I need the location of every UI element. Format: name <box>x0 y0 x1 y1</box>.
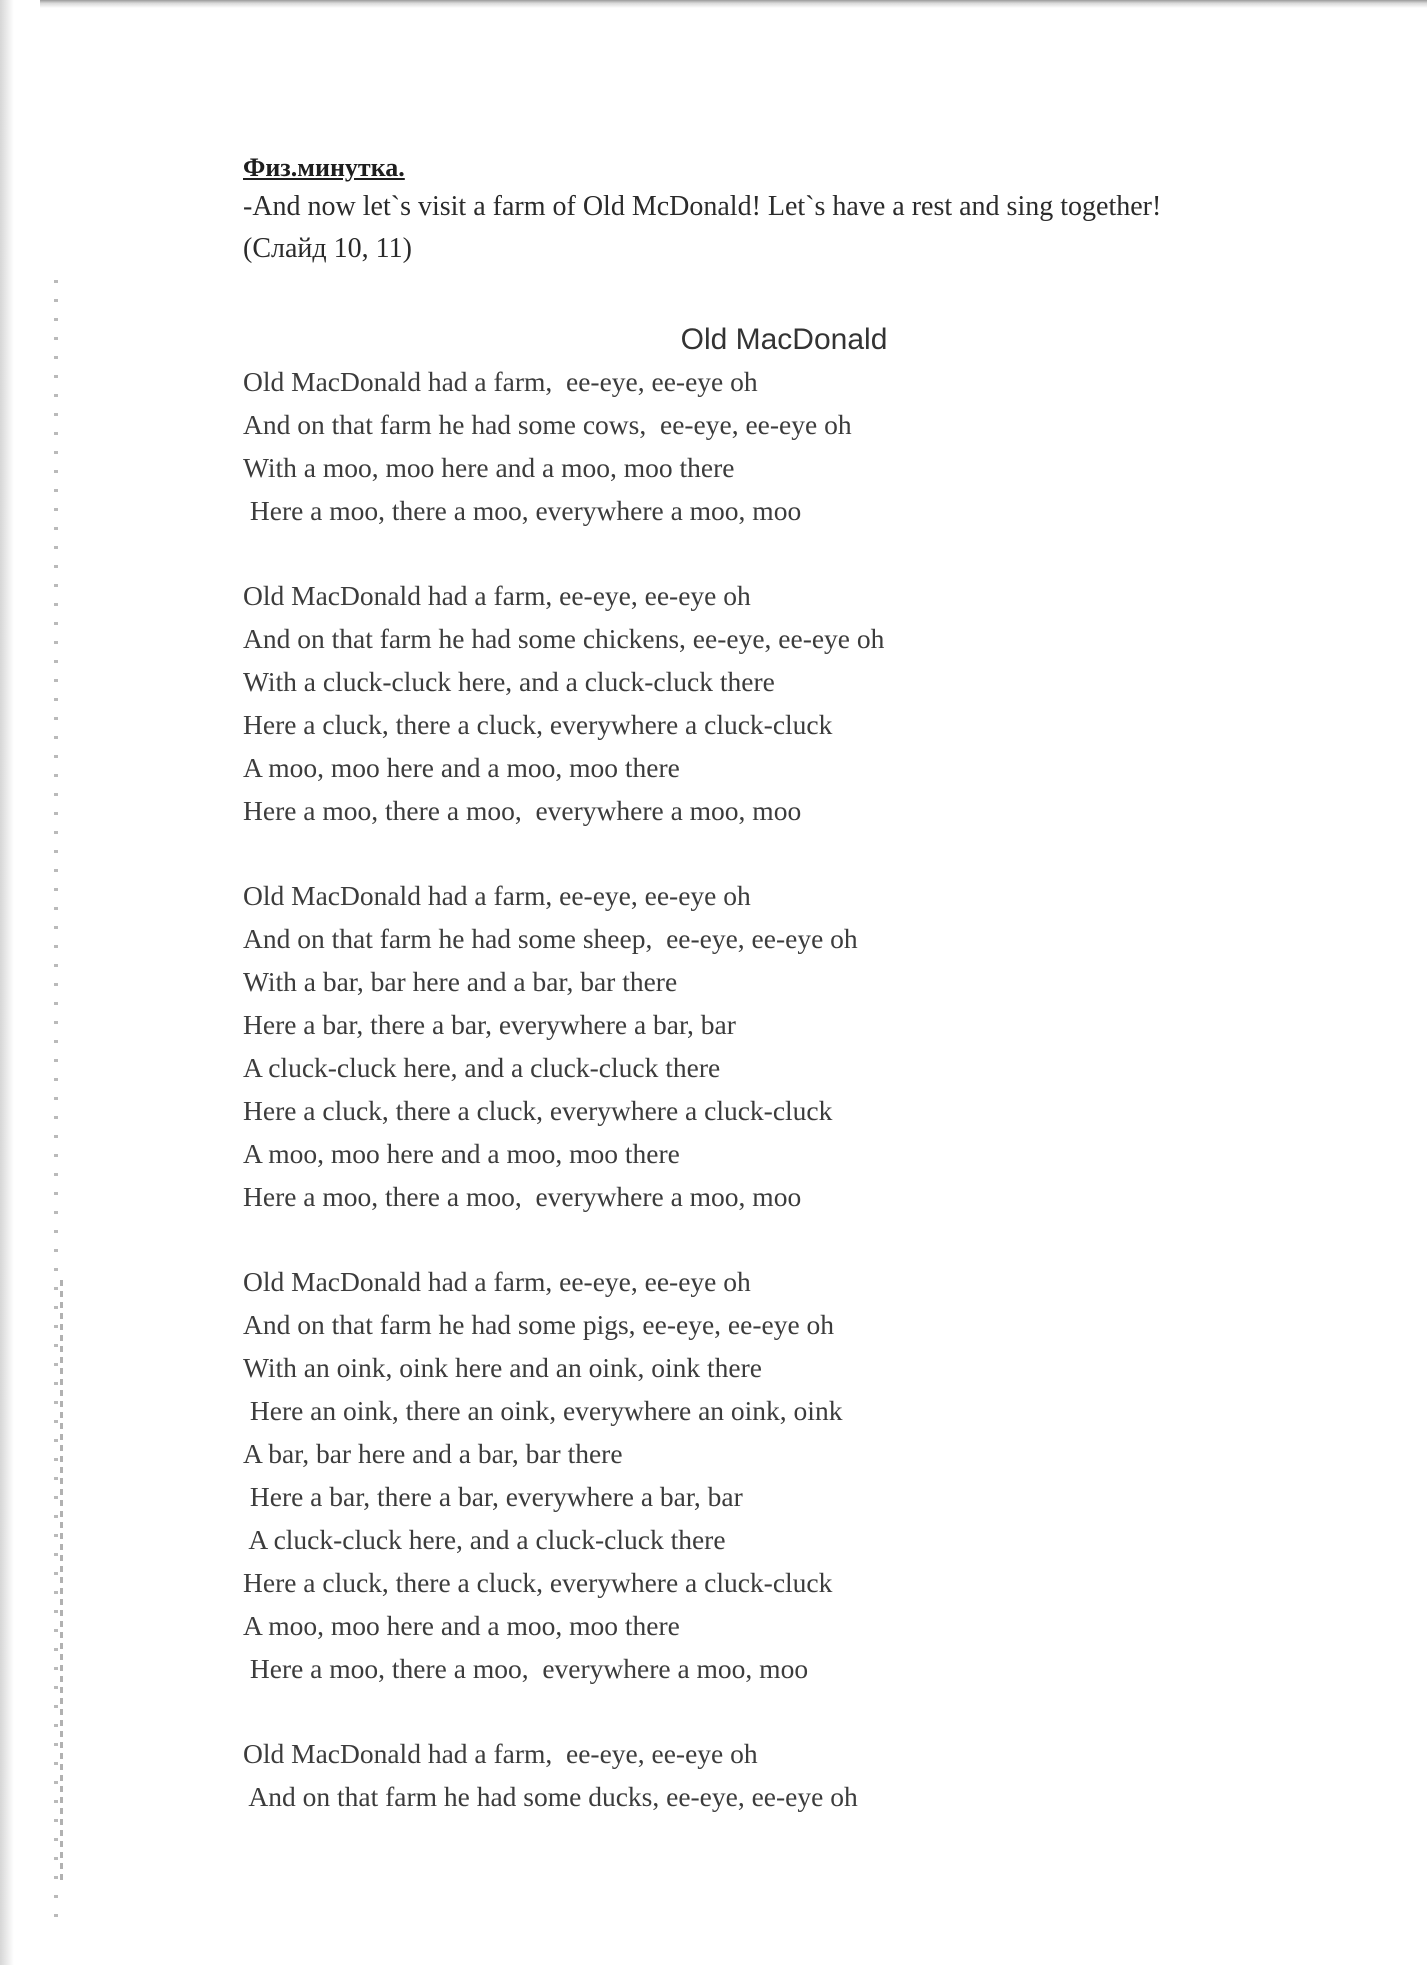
verse-line: Here a moo, there a moo, everywhere a moo, moo <box>243 1181 802 1212</box>
scan-left-edge <box>0 0 14 1965</box>
verse-line: A cluck-cluck here, and a cluck-cluck there <box>243 1052 721 1083</box>
intro-text: -And now let`s visit a farm of Old McDonald! Let`s have a rest and sing together! <box>243 191 1162 222</box>
song-verse <box>243 360 1363 532</box>
scan-artifact <box>60 1280 63 1880</box>
verse-line: Here a moo, there a moo, everywhere a moo, moo <box>243 795 802 826</box>
verse-line: And on that farm he had some pigs, ee-eye, ee-eye oh <box>243 1309 835 1340</box>
verse-line: A bar, bar here and a bar, bar there <box>243 1438 623 1469</box>
verse-line: With a cluck-cluck here, and a cluck-cluck there <box>243 666 775 697</box>
verse-line: Old MacDonald had a farm, ee-eye, ee-eye oh <box>243 1266 751 1297</box>
verse-line: With a moo, moo here and a moo, moo there <box>243 452 735 483</box>
verse-line: Here a moo, there a moo, everywhere a moo, moo <box>243 1653 809 1684</box>
section-heading: Физ.минутка. <box>243 153 405 182</box>
slide-reference: (Слайд 10, 11) <box>243 233 412 264</box>
verse-line: Here a bar, there a bar, everywhere a bar, bar <box>243 1481 743 1512</box>
verse-line: Old MacDonald had a farm, ee-eye, ee-eye oh <box>243 580 751 611</box>
verse-line: A moo, moo here and a moo, moo there <box>243 1138 680 1169</box>
verse-line: Here a cluck, there a cluck, everywhere a cluck-cluck <box>243 1095 833 1126</box>
verse-line: Here an oink, there an oink, everywhere an oink, oink <box>243 1395 843 1426</box>
verse-line: And on that farm he had some chickens, ee-eye, ee-eye oh <box>243 623 885 654</box>
verse-line: Old MacDonald had a farm, ee-eye, ee-eye oh <box>243 1738 758 1769</box>
song-verse <box>243 1260 1363 1690</box>
verse-line: And on that farm he had some sheep, ee-eye, ee-eye oh <box>243 923 858 954</box>
scan-artifact <box>54 280 58 1920</box>
verse-line: With a bar, bar here and a bar, bar there <box>243 966 678 997</box>
verse-line: Here a cluck, there a cluck, everywhere a cluck-cluck <box>243 1567 833 1598</box>
song-verse <box>243 574 1363 832</box>
verse-line: Old MacDonald had a farm, ee-eye, ee-eye oh <box>243 366 758 397</box>
verse-line: With an oink, oink here and an oink, oink there <box>243 1352 762 1383</box>
verse-line: A moo, moo here and a moo, moo there <box>243 752 680 783</box>
verse-line: Here a bar, there a bar, everywhere a bar, bar <box>243 1009 736 1040</box>
document-page <box>243 150 1363 1818</box>
verse-line: And on that farm he had some cows, ee-eye, ee-eye oh <box>243 409 852 440</box>
scan-top-edge <box>40 0 1427 8</box>
verse-line: A moo, moo here and a moo, moo there <box>243 1610 680 1641</box>
song-verse <box>243 874 1363 1218</box>
verse-line: And on that farm he had some ducks, ee-eye, ee-eye oh <box>243 1781 858 1812</box>
song-title: Old MacDonald <box>680 323 888 356</box>
verse-line: A cluck-cluck here, and a cluck-cluck there <box>243 1524 726 1555</box>
verse-line: Old MacDonald had a farm, ee-eye, ee-eye oh <box>243 880 751 911</box>
song-verse <box>243 1732 1363 1818</box>
verse-line: Here a cluck, there a cluck, everywhere a cluck-cluck <box>243 709 833 740</box>
song-lyrics <box>243 360 1363 1818</box>
verse-line: Here a moo, there a moo, everywhere a moo, moo <box>243 495 802 526</box>
